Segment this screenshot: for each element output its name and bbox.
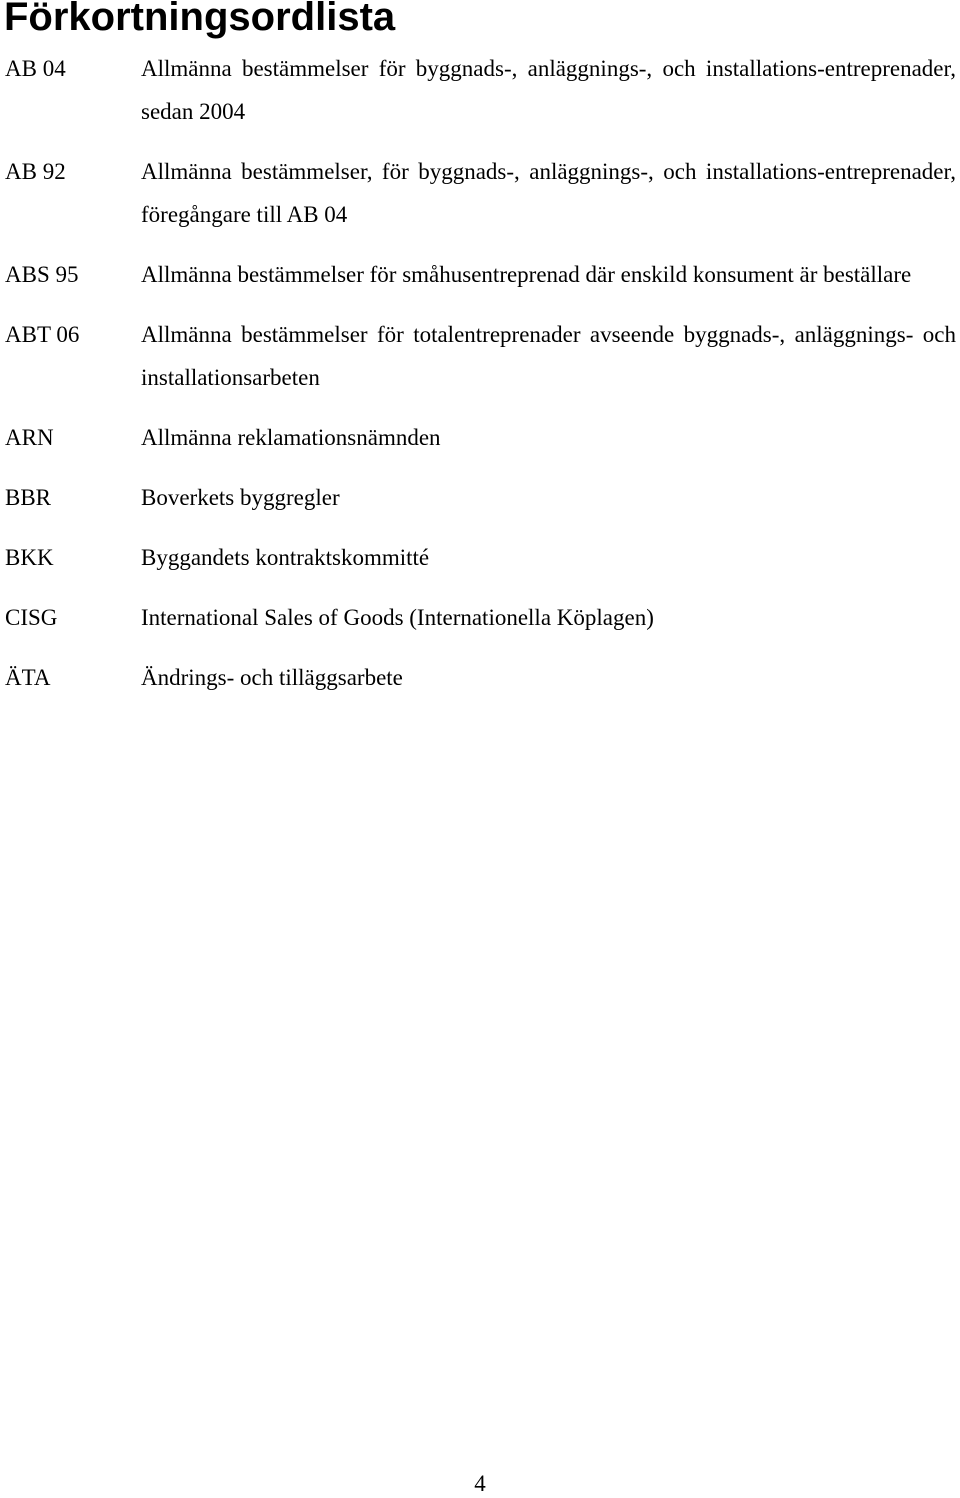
abbreviation: ÄTA <box>5 665 51 690</box>
glossary-entry <box>0 596 960 639</box>
page-number: 4 <box>474 1471 486 1496</box>
glossary-entry <box>0 416 960 459</box>
abbreviation: ABT 06 <box>5 322 80 347</box>
definition: Allmänna bestämmelser för småhusentreprenad där enskild konsument är beställare <box>141 262 912 287</box>
glossary-entry <box>0 150 960 236</box>
definition: Ändrings- och tilläggsarbete <box>141 665 403 690</box>
abbreviation: AB 92 <box>5 159 66 184</box>
abbreviation: ABS 95 <box>5 262 79 287</box>
glossary-entry <box>0 253 960 296</box>
abbreviation: AB 04 <box>5 56 66 81</box>
definition: Allmänna bestämmelser, för byggnads-, anläggnings-, och installations-entreprenader, föregångare till AB 04 <box>141 159 956 227</box>
glossary-entry <box>0 536 960 579</box>
abbreviation: BBR <box>5 485 52 510</box>
abbreviation: ARN <box>5 425 54 450</box>
page-title: Förkortningsordlista <box>4 0 396 39</box>
glossary-entry <box>0 313 960 399</box>
glossary-entry <box>0 656 960 699</box>
definition: Byggandets kontraktskommitté <box>141 545 430 570</box>
definition: Allmänna bestämmelser för totalentreprenader avseende byggnads-, anläggnings- och installationsarbeten <box>141 322 956 390</box>
definition: International Sales of Goods (Internationella Köplagen) <box>141 605 654 630</box>
glossary-list <box>0 47 960 716</box>
definition: Boverkets byggregler <box>141 485 340 510</box>
definition: Allmänna bestämmelser för byggnads-, anläggnings-, och installations-entreprenader, sedan 2004 <box>141 56 956 124</box>
glossary-entry <box>0 47 960 133</box>
glossary-entry <box>0 476 960 519</box>
abbreviation: BKK <box>5 545 54 570</box>
definition: Allmänna reklamationsnämnden <box>141 425 441 450</box>
abbreviation: CISG <box>5 605 58 630</box>
